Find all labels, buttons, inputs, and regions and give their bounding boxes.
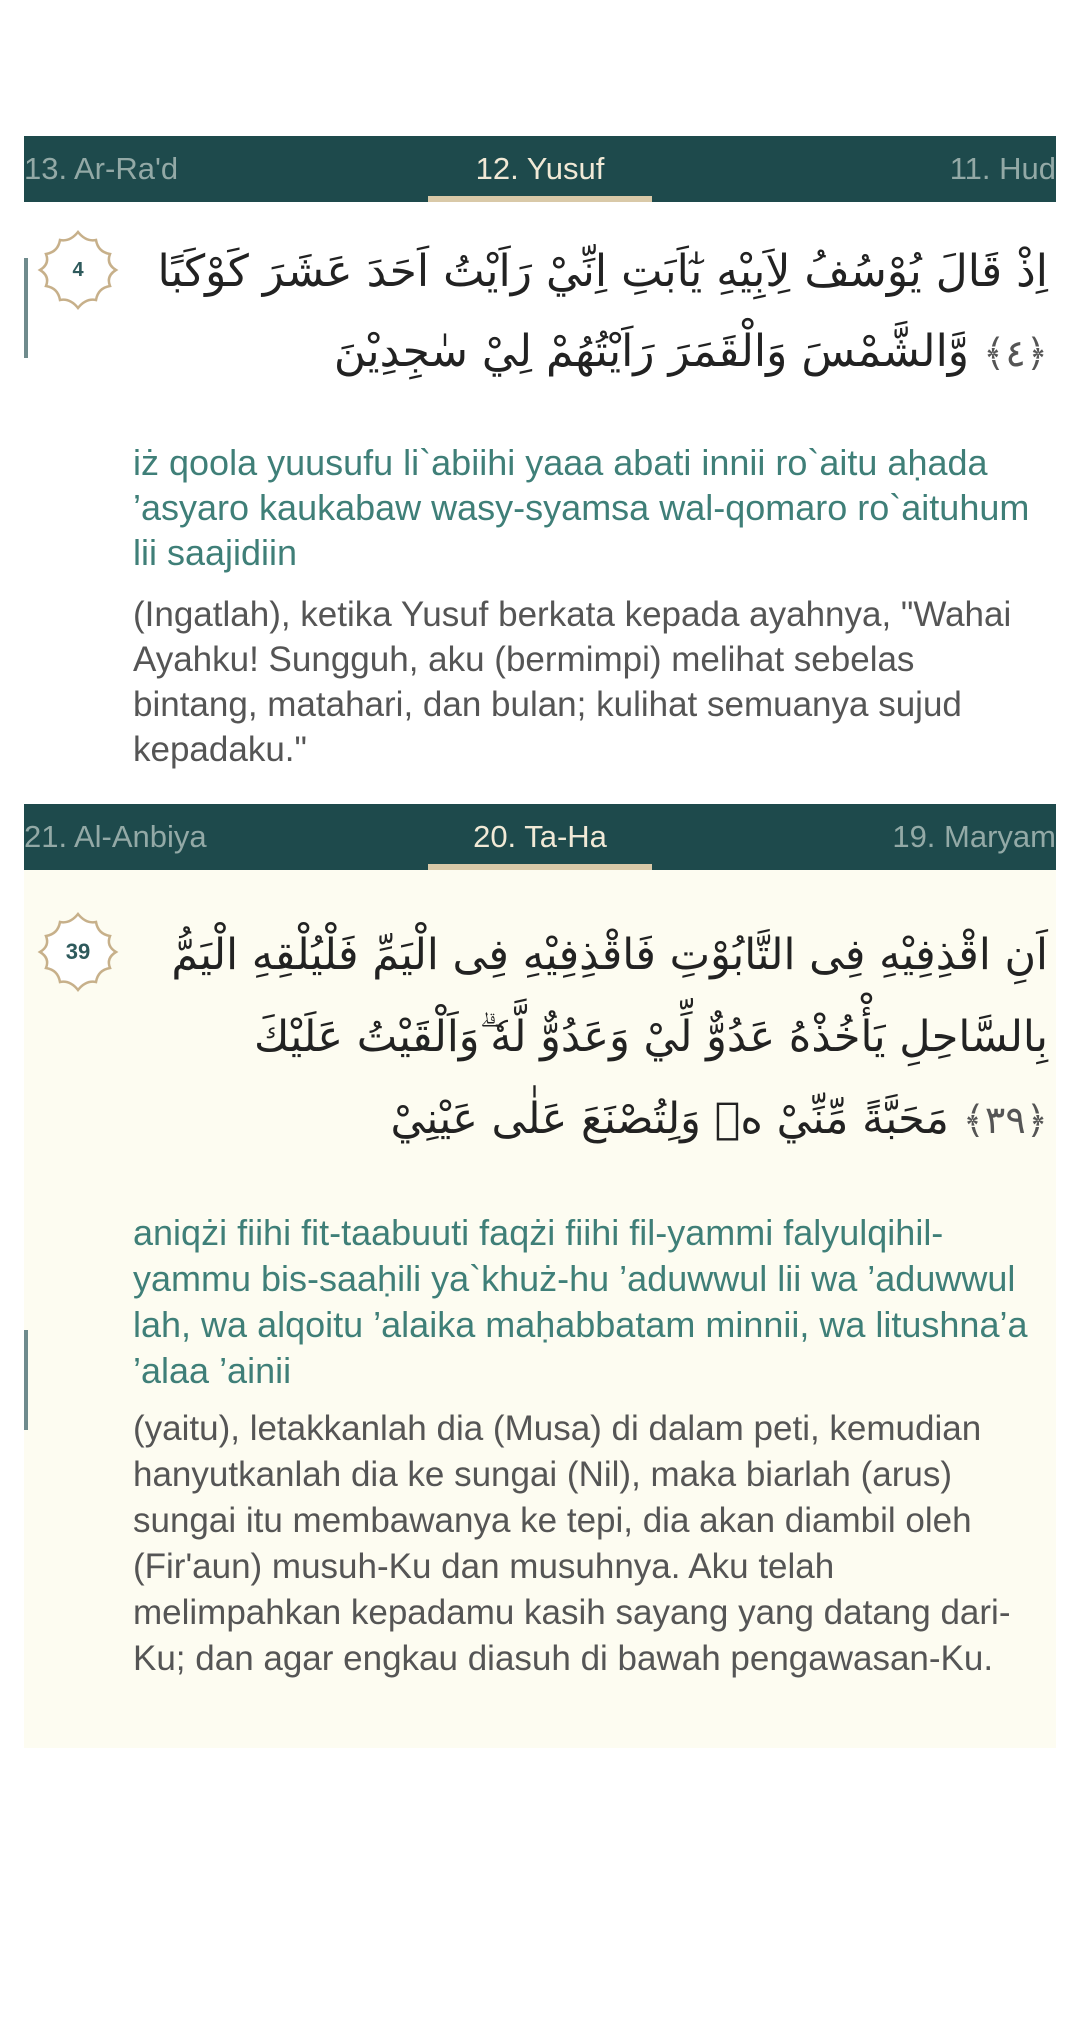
arabic-verse-line: اَنِ اقْذِفِيْهِ فِى التَّابُوْتِ فَاقْذِفِيْهِ فِى الْيَمِّ فَلْيُلْقِهِ الْيَمُّ [171, 930, 1048, 980]
tab-prev-surah[interactable]: 13. Ar-Ra'd [24, 151, 179, 186]
verse-end-marker: ﴿٤﴾ [983, 331, 1048, 375]
arabic-verse-text: مَحَبَّةً مِّنِّيْ ەۚ وَلِتُصْنَعَ عَلٰى عَيْنِيْ [390, 1094, 949, 1144]
tab-current-surah [24, 136, 1056, 202]
surah-tab-bar [24, 804, 1056, 870]
latin-transliteration: iż qoola yuusufu li`abiihi yaaa abati innii ro`aitu aḥada ’asyaro kaukabaw wasy-syamsa wal-qomaro ro`aituhum lii saajidiin [133, 442, 1030, 573]
latin-transliteration: aniqżi fiihi fit-taabuuti faqżi fiihi fil-yammi falyulqihil-yammu bis-saaḥili ya`khuż-hu ’aduwwul lii wa ’aduwwul lah, wa alqoitu ’alaika maḥabbatam minnii, wa litushna’a ’alaa ’ainii [133, 1212, 1028, 1391]
verse-number: 39 [65, 939, 91, 964]
verse-number: 4 [72, 259, 84, 281]
surah-card-taha [24, 804, 1056, 1748]
verse-item[interactable] [24, 202, 1056, 784]
tab-current-surah-label[interactable]: 20. Ta-Ha [473, 819, 607, 854]
arabic-verse-line: اِذْ قَالَ يُوْسُفُ لِاَبِيْهِ يٰٓاَبَتِ اِنِّيْ رَاَيْتُ اَحَدَ عَشَرَ كَوْكَبًا [157, 246, 1048, 297]
tab-current-surah-label[interactable]: 12. Yusuf [475, 151, 605, 186]
arabic-verse-line [144, 312, 1048, 393]
verse-translation: (yaitu), letakkanlah dia (Musa) di dalam peti, kemudian hanyutkanlah dia ke sungai (Nil), maka biarlah (arus) sungai itu membawanya ke tepi, dia akan diambil oleh (Fir'aun) musuh-Ku dan musuhnya. Aku telah melimpahkan kepadamu kasih sayang yang datang dari-Ku; dan agar engkau diasuh di bawah pengawasan-Ku. [133, 1409, 1011, 1678]
arabic-verse-line: بِالسَّاحِلِ يَأْخُذْهُ عَدُوٌّ لِّيْ وَعَدُوٌّ لَّهٗ ۗوَاَلْقَيْتُ عَلَيْكَ [253, 1012, 1048, 1062]
verse-number-badge [36, 228, 120, 312]
verse-number-badge [36, 910, 120, 994]
verse-scroll-indicator [24, 1330, 28, 1430]
verse-translation: (Ingatlah), ketika Yusuf berkata kepada ayahnya, "Wahai Ayahku! Sungguh, aku (bermimpi) melihat sebelas bintang, matahari, dan bulan; kulihat semuanya sujud kepadaku." [133, 595, 1012, 769]
verse-end-marker: ﴿٣٩﴾ [962, 1098, 1048, 1142]
arabic-verse-line [144, 1078, 1048, 1161]
tab-next-surah[interactable]: 11. Hud [949, 151, 1056, 186]
surah-tab-bar [24, 136, 1056, 202]
tab-next-surah[interactable]: 19. Maryam [892, 819, 1056, 854]
surah-card-yusuf [24, 136, 1056, 784]
tab-prev-surah[interactable]: 21. Al-Anbiya [24, 819, 207, 854]
verse-scroll-indicator [24, 258, 28, 358]
arabic-verse-text: وَّالشَّمْسَ وَالْقَمَرَ رَاَيْتُهُمْ لِيْ سٰجِدِيْنَ [333, 326, 970, 377]
verse-item[interactable] [24, 870, 1056, 1748]
